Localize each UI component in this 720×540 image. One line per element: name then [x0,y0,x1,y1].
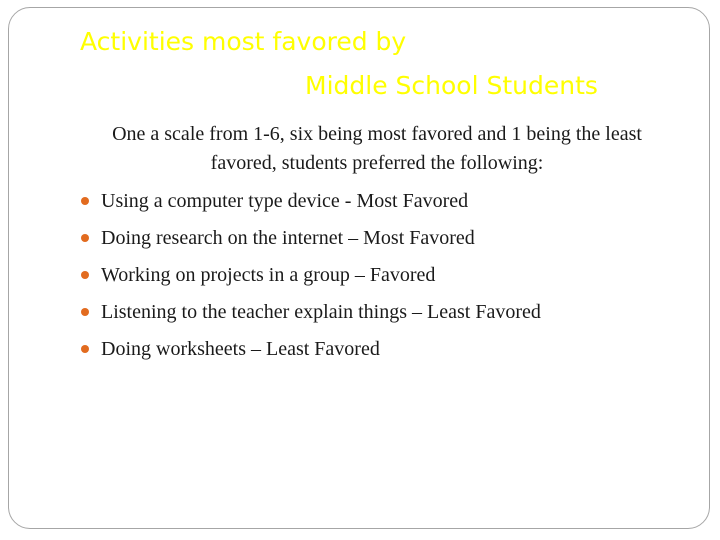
bullet-dot-icon [81,308,89,316]
bullet-text: Doing research on the internet – Most Favored [101,227,475,249]
bullet-item-research [80,224,680,261]
bullet-item-computer [80,187,680,224]
bullet-item-listening [80,298,680,335]
intro-paragraph: One a scale from 1-6, six being most favored and 1 being the least favored, students preferred the following: [112,123,642,174]
bullet-dot-icon [81,271,89,279]
bullet-text: Doing worksheets – Least Favored [101,338,380,360]
slide-title-line-2: Middle School Students [305,71,598,100]
bullet-text: Working on projects in a group – Favored [101,264,436,286]
bullet-text: Using a computer type device - Most Favored [101,190,469,212]
bullet-dot-icon [81,345,89,353]
bullet-list [80,187,680,372]
bullet-item-group-projects [80,261,680,298]
bullet-text: Listening to the teacher explain things – Least Favored [101,301,541,323]
bullet-dot-icon [81,234,89,242]
bullet-item-worksheets [80,335,680,372]
bullet-dot-icon [81,197,89,205]
slide-title-line-1: Activities most favored by [80,27,407,56]
